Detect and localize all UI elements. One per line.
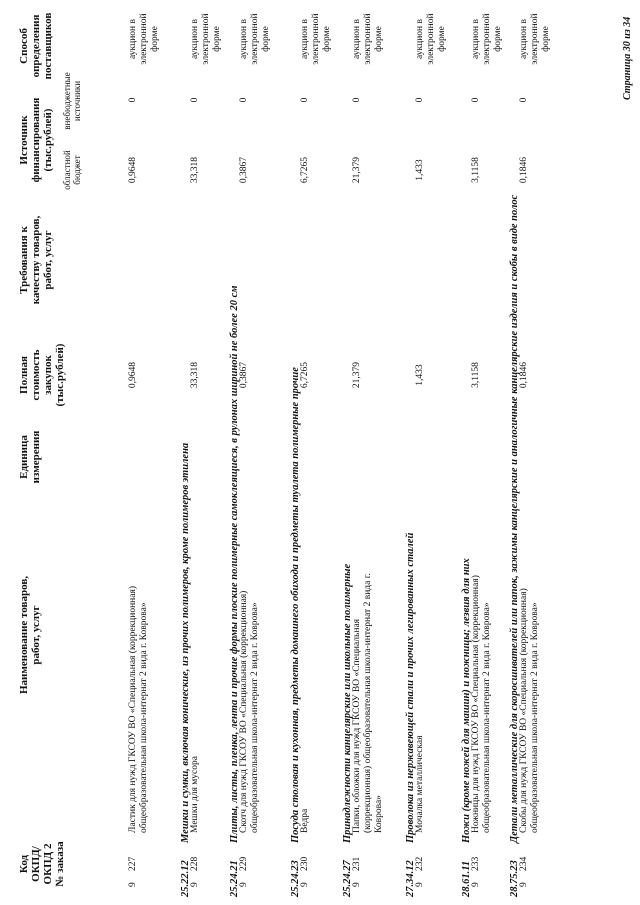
row-method-line: форме — [493, 26, 503, 52]
row-num: 9 — [471, 882, 481, 887]
row-name-line: Ведра — [300, 808, 310, 833]
row-order: 230 — [300, 856, 310, 871]
group-code: 27.34.12 — [405, 860, 416, 897]
row-order: 233 — [471, 856, 481, 871]
row-name-line: Мешки для мусора — [190, 756, 200, 833]
row-extra: 0 — [300, 97, 310, 103]
row-extra: 0 — [519, 97, 529, 103]
row-extra: 0 — [415, 97, 425, 103]
row-name-line: Ластик для нужд ГКСОУ ВО «Специальная (коррекционная) — [128, 585, 138, 833]
row-method-line: электронной — [530, 13, 540, 65]
group-title: Мешки и сумки, включая конические, из прочих полимеров, кроме полимеров этилена — [180, 442, 191, 843]
row-regional: 3,1158 — [471, 157, 481, 183]
row-cost: 0,9648 — [128, 361, 138, 389]
group-title: Посуда столовая и кухонная, предметы домашнего обихода и предметы туалета полимерные прочие — [290, 367, 301, 843]
group-title: Проволока из нержавеющей стали и прочих легированных сталей — [405, 532, 416, 843]
row-num: 9 — [239, 882, 249, 887]
row-method-line: форме — [374, 26, 384, 52]
row-name-line: Ножницы для нужд ГКСОУ ВО «Специальная (коррекционная) — [471, 575, 481, 833]
row-regional: 1,433 — [415, 159, 425, 181]
row-name-line: Коврова» — [374, 795, 384, 833]
header-source-extra: внебюджетные источники — [62, 72, 82, 130]
row-method-line: форме — [541, 26, 551, 52]
page-number: Страница 30 из 34 — [622, 16, 633, 100]
row-method-line: электронной — [250, 13, 260, 65]
row-cost: 33,318 — [190, 361, 200, 389]
header-source: Источник финансирования (тыс.рублей) — [18, 97, 54, 183]
row-name-line: общеобразовательная школа-интернат 2 вида г. Коврова» — [482, 602, 492, 833]
row-name-line: общеобразовательная школа-интернат 2 вида г. Коврова» — [530, 602, 540, 833]
row-method-line: форме — [322, 26, 332, 52]
row-method-line: аукцион в — [239, 19, 249, 59]
group-title: Принадлежности канцелярские или школьные полимерные — [342, 563, 353, 843]
group-code: 25.22.12 — [180, 860, 191, 897]
row-order: 227 — [128, 856, 138, 871]
row-method-line: аукцион в — [300, 19, 310, 59]
header-method: Способ определения поставщиков — [18, 12, 54, 80]
row-name-line: общеобразовательная школа-интернат 2 вида г. Коврова» — [139, 602, 149, 833]
group-code: 25.24.23 — [290, 860, 301, 897]
row-cost: 0,1846 — [519, 361, 529, 389]
row-extra: 0 — [128, 97, 138, 103]
row-method-line: форме — [150, 26, 160, 52]
row-cost: 0,3867 — [239, 361, 249, 389]
group-title: Плиты, листы, пленка, лента и прочие формы плоские полимерные самоклеящиеся, в рулонах шириной не более 20 см — [229, 285, 240, 843]
group-code: 25.24.21 — [229, 860, 240, 897]
row-extra: 0 — [471, 97, 481, 103]
row-num: 9 — [352, 882, 362, 887]
row-method-line: электронной — [201, 13, 211, 65]
header-requirements: Требования к качеству товаров, работ, услуг — [18, 215, 54, 305]
row-method-line: аукцион в — [415, 19, 425, 59]
row-order: 234 — [519, 856, 529, 871]
header-name: Наименование товаров, работ, услуг — [18, 575, 42, 695]
row-order: 229 — [239, 856, 249, 871]
row-num: 9 — [300, 882, 310, 887]
row-cost: 6,7265 — [300, 361, 310, 389]
row-method-line: аукцион в — [471, 19, 481, 59]
group-title: Детали металлические для скоросшивателей или папок, зажимы канцелярские и аналогичные канцелярские изделия и скобы в виде полос — [509, 194, 520, 843]
row-method-line: электронной — [311, 13, 321, 65]
row-extra: 0 — [352, 97, 362, 103]
group-code: 28.75.23 — [509, 860, 520, 897]
row-num: 9 — [519, 882, 529, 887]
group-code: 28.61.11 — [461, 860, 472, 897]
header-cost: Полная стоимость закупок (тыс.рублей) — [18, 343, 66, 407]
row-regional: 0,1846 — [519, 156, 529, 184]
row-method-line: аукцион в — [352, 19, 362, 59]
group-title: Ножи (кроме ножей для машин) и ножницы; лезвия для них — [461, 558, 472, 843]
row-cost: 21,379 — [352, 361, 362, 389]
row-name-line: Папки, обложки для нужд ГКСОУ ВО «Специальная — [352, 618, 362, 833]
row-regional: 6,7265 — [300, 156, 310, 184]
row-method-line: форме — [437, 26, 447, 52]
group-code: 25.24.27 — [342, 860, 353, 897]
row-num: 9 — [190, 882, 200, 887]
header-unit: Единица измерения — [18, 430, 42, 484]
row-name-line: Скобы для нужд ГКСОУ ВО «Специальная (коррекционная) — [519, 588, 529, 833]
row-method-line: аукцион в — [519, 19, 529, 59]
row-name-line: (коррекционная) общеобразовательная школа-интернат 2 вида г. — [363, 573, 373, 833]
row-order: 232 — [415, 856, 425, 871]
row-regional: 21,379 — [352, 156, 362, 184]
row-cost: 1,433 — [415, 364, 425, 386]
row-method-line: форме — [261, 26, 271, 52]
row-method-line: аукцион в — [190, 19, 200, 59]
row-method-line: электронной — [363, 13, 373, 65]
row-extra: 0 — [239, 97, 249, 103]
row-extra: 0 — [190, 97, 200, 103]
row-regional: 33,318 — [190, 156, 200, 184]
header-code: Код ОКПД/ ОКПД 2 № заказа — [18, 841, 66, 887]
row-num: 9 — [415, 882, 425, 887]
row-cost: 3,1158 — [471, 362, 481, 388]
row-order: 231 — [352, 856, 362, 871]
row-method-line: аукцион в — [128, 19, 138, 59]
row-name-line: Скотч для нужд ГКСОУ ВО «Специальная (коррекционная) — [239, 590, 249, 833]
row-name-line: Мочалка металлическая — [415, 735, 425, 833]
row-order: 228 — [190, 856, 200, 871]
row-method-line: форме — [212, 26, 222, 52]
row-method-line: электронной — [482, 13, 492, 65]
header-source-regional: областной бюджет — [62, 150, 82, 190]
row-regional: 0,9648 — [128, 156, 138, 184]
row-name-line: общеобразовательная школа-интернат 2 вида г. Коврова» — [250, 602, 260, 833]
row-method-line: электронной — [426, 13, 436, 65]
row-regional: 0,3867 — [239, 156, 249, 184]
row-num: 9 — [128, 882, 138, 887]
row-method-line: электронной — [139, 13, 149, 65]
